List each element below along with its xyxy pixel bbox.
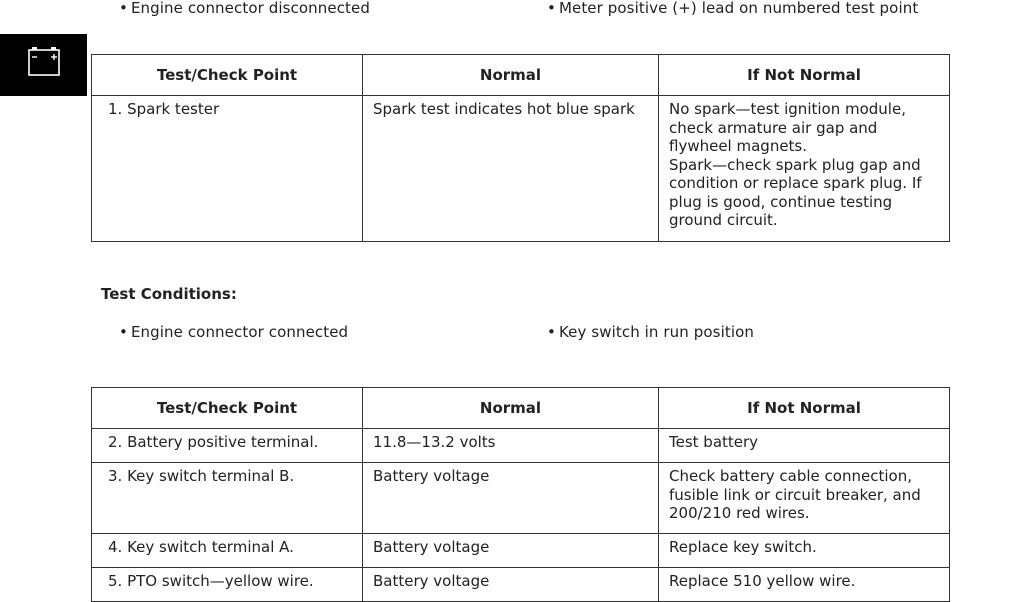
cell-if-not-normal: No spark—test ignition module, check armature air gap and flywheel magnets. Spark—check spark plug gap and condition or replace spark plug. If plug is good, continue testing ground circuit. <box>659 96 950 242</box>
cell-test-point: 3. Key switch terminal B. <box>92 463 363 534</box>
table-header-row <box>92 55 950 96</box>
cell-normal: 11.8—13.2 volts <box>363 429 659 463</box>
cell-test-point: 2. Battery positive terminal. <box>92 429 363 463</box>
cell-if-not-normal: Replace key switch. <box>659 534 950 568</box>
cell-if-not-normal: Replace 510 yellow wire. <box>659 568 950 602</box>
condition-text: Engine connector disconnected <box>130 0 370 17</box>
cell-test-point: 4. Key switch terminal A. <box>92 534 363 568</box>
table-row <box>92 463 950 534</box>
condition-text: Key switch in run position <box>558 323 754 341</box>
voltage-test-table <box>91 387 950 602</box>
bullet: • <box>119 0 128 17</box>
bullet: • <box>119 323 128 341</box>
table-row <box>92 429 950 463</box>
table-row <box>92 568 950 602</box>
header-if-not-normal: If Not Normal <box>659 388 950 429</box>
table-row <box>92 96 950 242</box>
section-tab <box>0 34 87 96</box>
condition-text: Meter positive (+) lead on numbered test point <box>558 0 919 17</box>
header-test-point: Test/Check Point <box>92 388 363 429</box>
condition-engine-connected <box>119 323 348 341</box>
condition-key-run <box>547 323 754 341</box>
cell-test-point: 1. Spark tester <box>92 96 363 242</box>
header-normal: Normal <box>363 55 659 96</box>
cell-if-not-normal: Check battery cable connection, fusible link or circuit breaker, and 200/210 red wires. <box>659 463 950 534</box>
table-header-row <box>92 388 950 429</box>
cell-normal: Battery voltage <box>363 463 659 534</box>
bullet: • <box>547 323 556 341</box>
condition-engine-disconnected <box>119 0 370 17</box>
cell-normal: Spark test indicates hot blue spark <box>363 96 659 242</box>
condition-text: Engine connector connected <box>130 323 349 341</box>
header-test-point: Test/Check Point <box>92 55 363 96</box>
cell-test-point: 5. PTO switch—yellow wire. <box>92 568 363 602</box>
condition-meter-lead <box>547 0 918 17</box>
cell-normal: Battery voltage <box>363 534 659 568</box>
table-row <box>92 534 950 568</box>
bullet: • <box>547 0 556 17</box>
cell-normal: Battery voltage <box>363 568 659 602</box>
spark-test-table <box>91 54 950 242</box>
battery-icon <box>26 45 62 79</box>
header-normal: Normal <box>363 388 659 429</box>
header-if-not-normal: If Not Normal <box>659 55 950 96</box>
test-conditions-heading: Test Conditions: <box>101 285 237 303</box>
cell-if-not-normal: Test battery <box>659 429 950 463</box>
